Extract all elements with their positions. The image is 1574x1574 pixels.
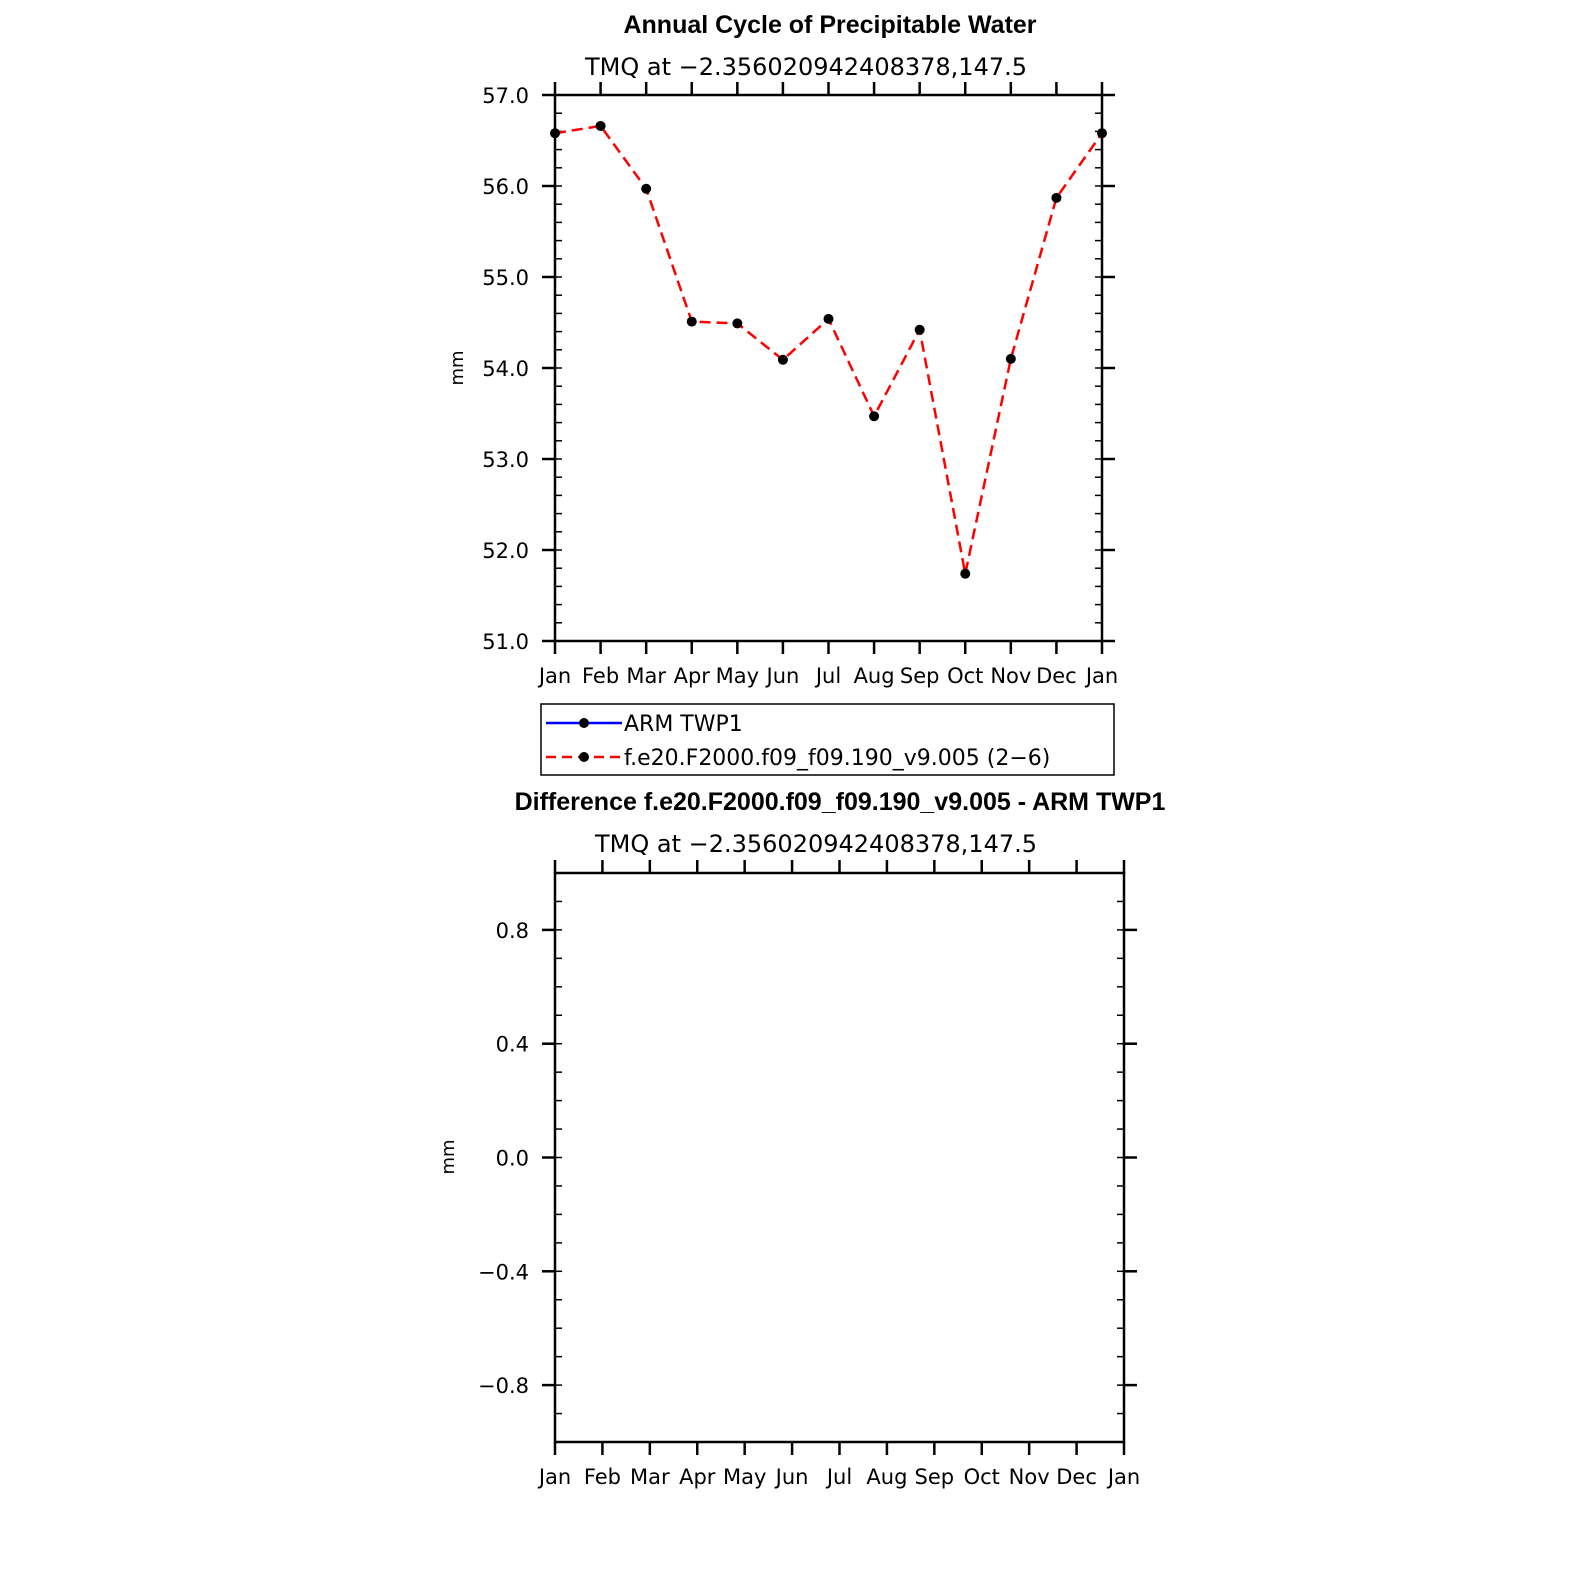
x-tick-label: Apr [679,1465,716,1489]
x-tick-label: Jul [826,1465,853,1489]
x-tick-label: Jul [815,664,842,688]
x-tick-label: Jan [1085,664,1119,688]
x-tick-label: Sep [899,664,940,688]
x-tick-label: Nov [1008,1465,1050,1489]
x-tick-label: Jun [775,1465,809,1489]
legend-marker-model [579,752,589,762]
y-tick-label: 51.0 [482,630,529,654]
x-tick-label: Jan [538,1465,572,1489]
y-tick-label: 52.0 [482,539,529,563]
legend-entry-arm: ARM TWP1 [624,712,743,737]
difference-y-tick-labels [478,919,529,1398]
x-tick-label: Aug [853,664,895,688]
difference-plot-frame [555,873,1124,1442]
x-tick-label: Dec [1056,1465,1097,1489]
y-tick-labels [482,84,529,654]
x-tick-labels [537,664,1118,688]
annual-cycle-chart [447,11,1118,688]
data-point [1006,354,1016,364]
y-tick-label: 57.0 [482,84,529,108]
data-point [732,318,742,328]
data-point [824,314,834,324]
x-tick-label: Jan [1107,1465,1141,1489]
y-tick-label: 56.0 [482,175,529,199]
series-line-model [555,126,1102,574]
y-tick-label: 55.0 [482,266,529,290]
data-point [641,184,651,194]
x-tick-label: May [722,1465,767,1489]
x-tick-label: Apr [673,664,710,688]
x-tick-label: Feb [583,1465,622,1489]
data-point [869,411,879,421]
chart-subtitle: TMQ at −2.356020942408378,147.5 [584,53,1028,81]
x-tick-label: May [715,664,760,688]
x-tick-label: Jun [766,664,800,688]
x-tick-label: Sep [914,1465,955,1489]
x-tick-label: Feb [581,664,620,688]
data-point [687,317,697,327]
difference-chart [438,788,1165,1489]
data-point [915,325,925,335]
x-tick-label: Nov [990,664,1032,688]
x-tick-label: Jan [538,664,572,688]
data-point [596,121,606,131]
legend [541,704,1114,775]
axis-ticks [542,82,1115,654]
x-tick-label: Oct [963,1465,1000,1489]
y-tick-label: 0.4 [495,1032,529,1057]
difference-chart-subtitle: TMQ at −2.356020942408378,147.5 [594,830,1038,858]
y-tick-label: 53.0 [482,448,529,472]
series-group [550,121,1107,579]
data-point [960,569,970,579]
x-tick-label: Aug [866,1465,908,1489]
y-tick-label: 0.8 [495,918,529,943]
data-point [778,355,788,365]
difference-x-tick-labels [537,1465,1140,1489]
y-tick-label: −0.4 [478,1260,529,1285]
y-tick-label: 54.0 [482,357,529,381]
chart-title: Annual Cycle of Precipitable Water [623,11,1037,39]
difference-chart-title: Difference f.e20.F2000.f09_f09.190_v9.005 - ARM TWP1 [514,788,1166,816]
x-tick-label: Dec [1036,664,1077,688]
data-point [1051,193,1061,203]
y-tick-label: 0.0 [495,1146,529,1171]
y-axis-label: mm [447,350,468,386]
x-tick-label: Mar [626,664,666,688]
difference-axis-ticks [542,860,1137,1455]
x-tick-label: Mar [630,1465,670,1489]
x-tick-label: Oct [947,664,984,688]
legend-entry-model: f.e20.F2000.f09_f09.190_v9.005 (2−6) [624,746,1051,771]
legend-marker-arm [579,718,589,728]
y-tick-label: −0.8 [478,1374,529,1399]
difference-y-axis-label: mm [438,1139,459,1175]
